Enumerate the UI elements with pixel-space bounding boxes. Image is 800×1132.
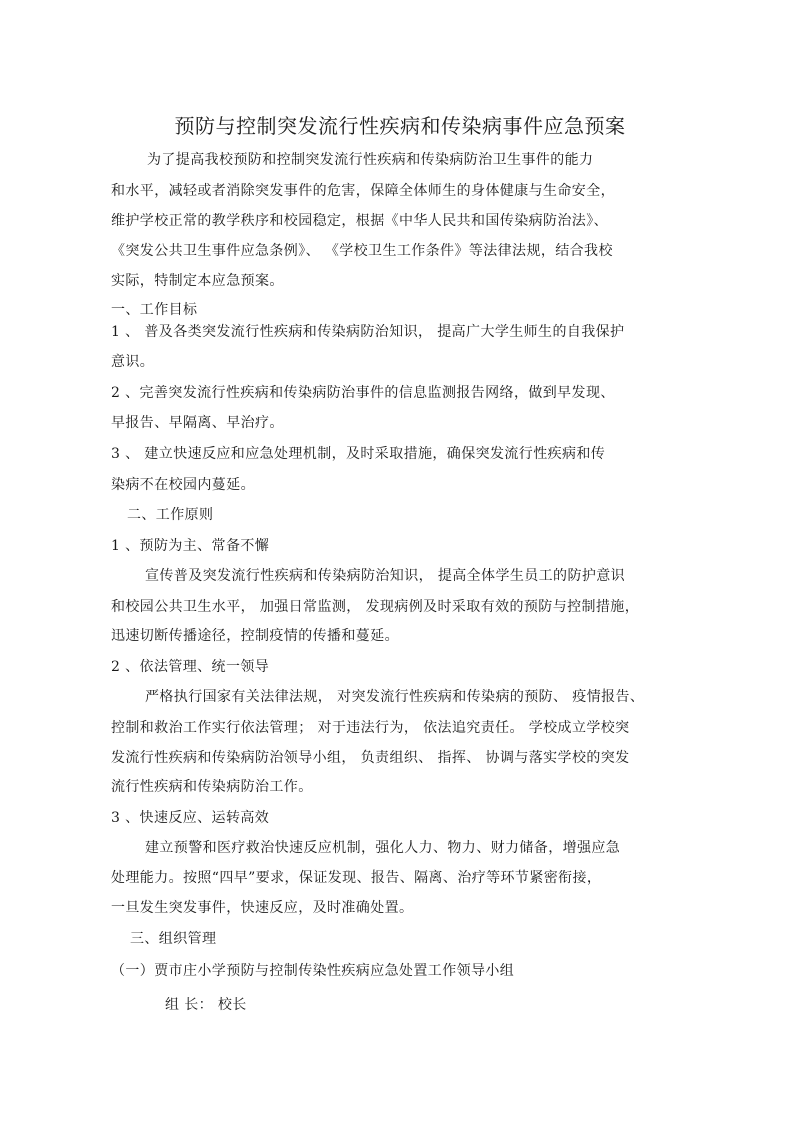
paragraph-line: 迅速切断传播途径，控制疫情的传播和蔓延。: [111, 628, 399, 644]
paragraph-line: 发流行性疾病和传染病防治领导小组， 负责组织、 指挥、 协调与落实学校的突发: [111, 750, 630, 766]
list-item-line: 染病不在校园内蔓延。: [111, 477, 255, 493]
paragraph-line: 维护学校正常的教学秩序和校园稳定，根据《中华人民共和国传染病防治法》、: [111, 213, 608, 229]
paragraph-line: 宣传普及突发流行性疾病和传染病防治知识， 提高全体学生员工的防护意识: [145, 568, 626, 584]
paragraph-line: 组 长： 校长: [165, 997, 247, 1013]
document-title: 预防与控制突发流行性疾病和传染病事件应急预案: [174, 114, 626, 138]
paragraph-line: 严格执行国家有关法律法规， 对突发流行性疾病和传染病的预防、 疫情报告、: [145, 689, 645, 705]
list-item-line: 意识。: [111, 354, 155, 370]
paragraph-line: 流行性疾病和传染病防治工作。: [111, 779, 313, 795]
subsection-heading: 1 、预防为主、常备不懈: [111, 538, 270, 554]
paragraph-line: 为了提高我校预防和控制突发流行性疾病和传染病防治卫生事件的能力: [147, 152, 594, 168]
list-item-line: 2 、完善突发流行性疾病和传染病防治事件的信息监测报告网络，做到早发现、: [111, 385, 615, 401]
subsection-heading: （一）贾市庄小学预防与控制传染性疾病应急处置工作领导小组: [111, 963, 515, 979]
section-heading: 一、工作目标: [111, 302, 198, 318]
section-heading: 二、工作原则: [127, 507, 214, 523]
paragraph-line: 一旦发生突发事件，快速反应，及时准确处置。: [111, 900, 414, 916]
list-item-line: 3 、 建立快速反应和应急处理机制，及时采取措施，确保突发流行性疾病和传: [111, 446, 606, 462]
paragraph-line: 建立预警和医疗救治快速反应机制，强化人力、物力、财力储备，增强应急: [145, 840, 621, 856]
paragraph-line: 控制和救治工作实行依法管理； 对于违法行为， 依法追究责任。 学校成立学校突: [111, 720, 630, 736]
paragraph-line: 《突发公共卫生事件应急条例》、 《学校卫生工作条件》等法律法规，结合我校: [111, 243, 613, 259]
list-item-line: 1 、 普及各类突发流行性疾病和传染病防治知识， 提高广大学生师生的自我保护: [111, 324, 625, 340]
section-heading: 三、组织管理: [130, 931, 217, 947]
paragraph-line: 和校园公共卫生水平， 加强日常监测， 发现病例及时采取有效的预防与控制措施，: [111, 599, 640, 615]
list-item-line: 早报告、早隔离、早治疗。: [111, 415, 284, 431]
paragraph-line: 和水平，减轻或者消除突发事件的危害，保障全体师生的身体健康与生命安全，: [111, 183, 615, 199]
paragraph-line: 处理能力。按照“四早”要求，保证发现、报告、隔离、治疗等环节紧密衔接，: [111, 870, 602, 886]
subsection-heading: 3 、快速反应、运转高效: [111, 810, 270, 826]
paragraph-line: 实际，特制定本应急预案。: [111, 273, 284, 289]
subsection-heading: 2 、依法管理、统一领导: [111, 659, 270, 675]
